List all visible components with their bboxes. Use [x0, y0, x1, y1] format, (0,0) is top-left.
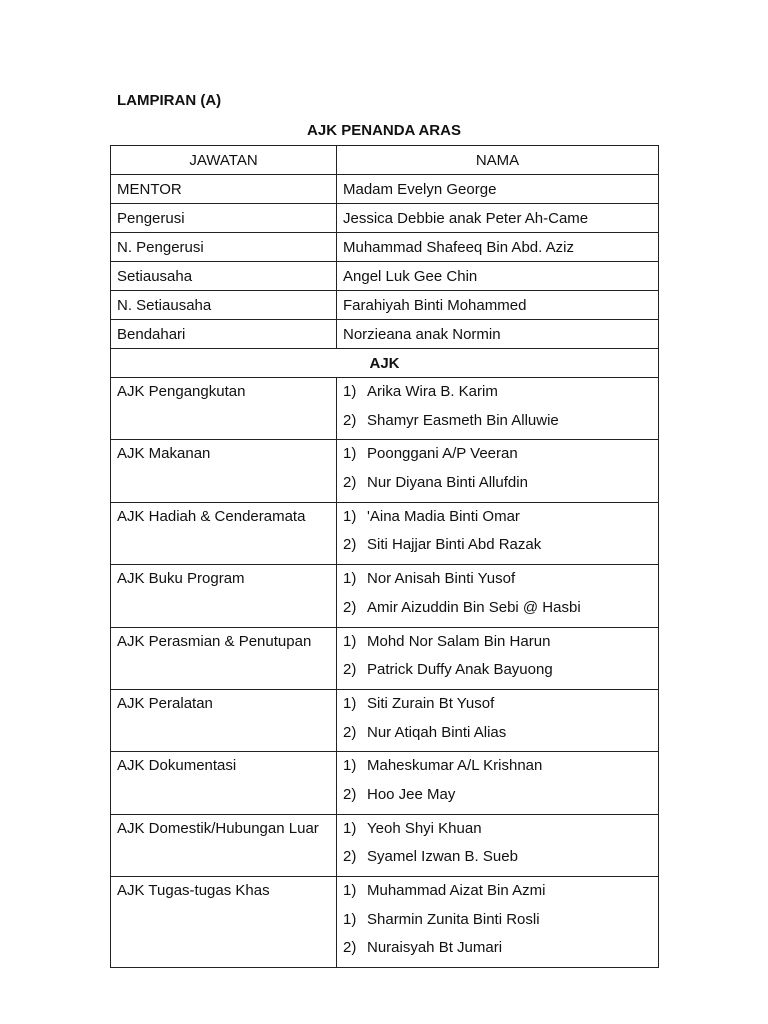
member-item: 1) 'Aina Madia Binti Omar [343, 507, 520, 525]
committee-position: AJK Buku Program [111, 565, 337, 627]
position-cell: N. Setiausaha [111, 291, 337, 320]
position-cell: Setiausaha [111, 262, 337, 291]
table-header-row [111, 146, 659, 175]
table-row [111, 262, 659, 291]
committee-members [337, 378, 659, 440]
committee-members [337, 877, 659, 968]
committee-row [111, 877, 659, 968]
committee-row [111, 440, 659, 502]
committee-members [337, 440, 659, 502]
member-item: 1) Arika Wira B. Karim [343, 383, 498, 400]
committee-members [337, 814, 659, 876]
committee-members [337, 689, 659, 751]
member-item: 2) Hoo Jee May [343, 785, 456, 803]
member-item: 1) Poonggani A/P Veeran [343, 445, 518, 463]
committee-members [337, 752, 659, 814]
name-cell: Norzieana anak Normin [337, 320, 659, 349]
table-row [111, 204, 659, 233]
section-label: AJK [111, 349, 659, 378]
member-item: 2) Siti Hajjar Binti Abd Razak [343, 536, 542, 554]
document-title: AJK PENANDA ARAS [307, 122, 461, 139]
committee-position: AJK Makanan [111, 440, 337, 502]
member-item: 1) Nor Anisah Binti Yusof [343, 570, 516, 588]
position-cell: Pengerusi [111, 204, 337, 233]
name-cell: Farahiyah Binti Mohammed [337, 291, 659, 320]
appendix-heading: LAMPIRAN (A) [117, 92, 222, 109]
committee-row [111, 378, 659, 440]
committee-row [111, 752, 659, 814]
member-item: 2) Syamel Izwan B. Sueb [343, 848, 518, 866]
name-cell: Madam Evelyn George [337, 175, 659, 204]
member-item: 1) Siti Zurain Bt Yusof [343, 694, 495, 712]
name-cell: Muhammad Shafeeq Bin Abd. Aziz [337, 233, 659, 262]
member-item: 1) Sharmin Zunita Binti Rosli [343, 910, 540, 928]
member-item: 1) Yeoh Shyi Khuan [343, 819, 482, 837]
committee-row [111, 627, 659, 689]
name-cell: Angel Luk Gee Chin [337, 262, 659, 291]
position-cell: MENTOR [111, 175, 337, 204]
committee-position: AJK Domestik/Hubungan Luar [111, 814, 337, 876]
header-position: JAWATAN [111, 146, 337, 175]
member-item: 2) Amir Aizuddin Bin Sebi @ Hasbi [343, 598, 581, 616]
committee-members [337, 627, 659, 689]
member-item: 2) Patrick Duffy Anak Bayuong [343, 661, 553, 679]
committee-position: AJK Dokumentasi [111, 752, 337, 814]
member-item: 2) Nur Atiqah Binti Alias [343, 723, 507, 741]
member-item: 2) Nuraisyah Bt Jumari [343, 939, 503, 957]
name-cell: Jessica Debbie anak Peter Ah-Came [337, 204, 659, 233]
member-item: 2) Nur Diyana Binti Allufdin [343, 474, 528, 492]
committee-position: AJK Perasmian & Penutupan [111, 627, 337, 689]
committee-row [111, 502, 659, 564]
committee-position: AJK Hadiah & Cenderamata [111, 502, 337, 564]
table-row [111, 175, 659, 204]
committee-table [110, 145, 659, 968]
committee-position: AJK Pengangkutan [111, 378, 337, 440]
committee-row [111, 689, 659, 751]
position-cell: Bendahari [111, 320, 337, 349]
table-row [111, 320, 659, 349]
position-cell: N. Pengerusi [111, 233, 337, 262]
member-item: 1) Muhammad Aizat Bin Azmi [343, 882, 546, 899]
table-row [111, 291, 659, 320]
committee-members [337, 502, 659, 564]
section-row [111, 349, 659, 378]
member-item: 1) Maheskumar A/L Krishnan [343, 757, 543, 775]
committee-position: AJK Tugas-tugas Khas [111, 877, 337, 968]
committee-position: AJK Peralatan [111, 689, 337, 751]
table-row [111, 233, 659, 262]
committee-row [111, 565, 659, 627]
header-name: NAMA [337, 146, 659, 175]
member-item: 1) Mohd Nor Salam Bin Harun [343, 632, 551, 650]
committee-members [337, 565, 659, 627]
committee-row [111, 814, 659, 876]
member-item: 2) Shamyr Easmeth Bin Alluwie [343, 411, 559, 429]
